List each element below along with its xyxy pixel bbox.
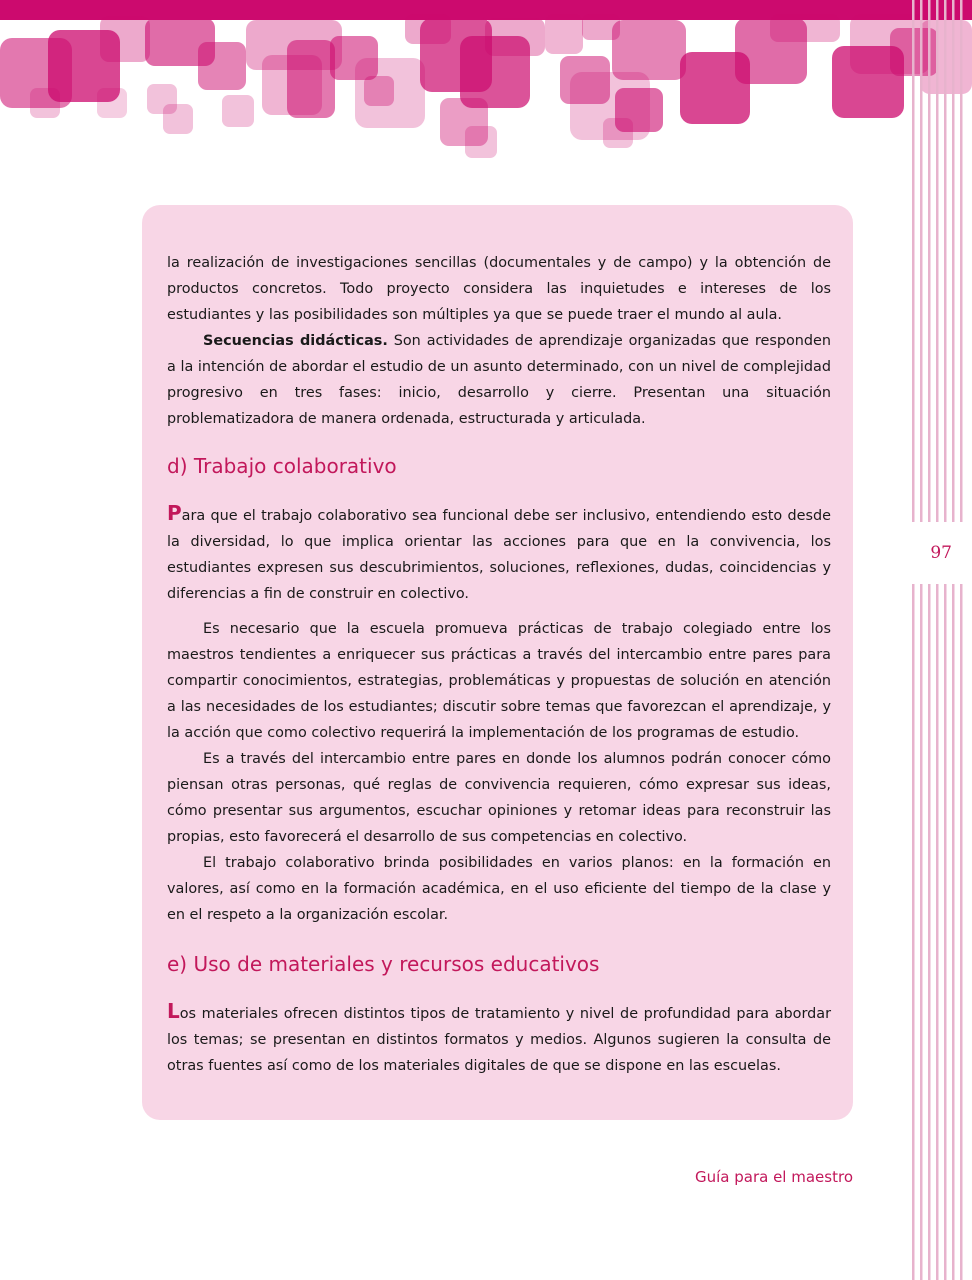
paragraph-planos: El trabajo colaborativo brinda posibilidades en varios planos: en la formación en valores, así como en la formación académica, en el uso eficiente del tiempo de la clase y en el respeto a la organización escolar. [167, 855, 831, 923]
paragraph-colaborativo-intro [167, 500, 831, 607]
term-secuencias: Secuencias didácticas. [203, 333, 388, 349]
paragraph-secuencias [167, 328, 831, 432]
body-text [167, 250, 831, 1079]
decorative-squares [0, 0, 972, 170]
page-number: 97 [930, 543, 952, 563]
drop-cap-p: P [167, 501, 182, 525]
paragraph-materiales [167, 998, 831, 1079]
paragraph-1: la realización de investigaciones sencillas (documentales y de campo) y la obtención de productos concretos. Todo proyecto considera las inquietudes e intereses de los estudiantes y las posibilidades son múltiples ya que se puede traer el mundo al aula. [167, 255, 831, 323]
drop-cap-l: L [167, 999, 180, 1023]
paragraph-colegiado: Es necesario que la escuela promueva prácticas de trabajo colegiado entre los maestros tendientes a enriquecer sus prácticas a través del intercambio entre pares para compartir conocimientos, estrategias, problemáticas y propuestas de solución en atención a las necesidades de los estudiantes; discutir sobre temas que favorezcan el aprendizaje, y la acción que como colectivo requerirá la implementación de los programas de estudio. [167, 621, 831, 741]
paragraph-intercambio: Es a través del intercambio entre pares en donde los alumnos podrán conocer cómo piensan otras personas, qué reglas de convivencia requieren, cómo expresar sus ideas, cómo presentar sus argumentos, escuchar opiniones y retomar ideas para reconstruir las propias, esto favorecerá el desarrollo de sus competencias en colectivo. [167, 751, 831, 845]
footer-title: Guía para el maestro [694, 1168, 853, 1186]
heading-materiales: e) Uso de materiales y recursos educativos [167, 952, 600, 976]
paragraph-secuencias-text: Son actividades de aprendizaje organizadas que responden a la intención de abordar el estudio de un asunto determinado, con un nivel de complejidad progresivo en tres fases: inicio, desarrollo y cierre. Presentan una situación problematizadora de manera ordenada, estructurada y articulada. [167, 333, 831, 427]
paragraph-materiales-text: os materiales ofrecen distintos tipos de tratamiento y nivel de profundidad para abordar los temas; se presentan en distintos formatos y medios. Algunos sugieren la consulta de otras fuentes así como de los materiales digitales de que se dispone en las escuelas. [167, 1006, 831, 1074]
paragraph-colaborativo-text: ara que el trabajo colaborativo sea funcional debe ser inclusivo, entendiendo esto desde la diversidad, lo que implica orientar las acciones para que en la convivencia, los estudiantes expresen sus descubrimientos, soluciones, reflexiones, dudas, coincidencias y diferencias a fin de construir en colectivo. [167, 508, 831, 602]
heading-trabajo-colaborativo: d) Trabajo colaborativo [167, 454, 397, 478]
margin-stripes [912, 0, 972, 1280]
